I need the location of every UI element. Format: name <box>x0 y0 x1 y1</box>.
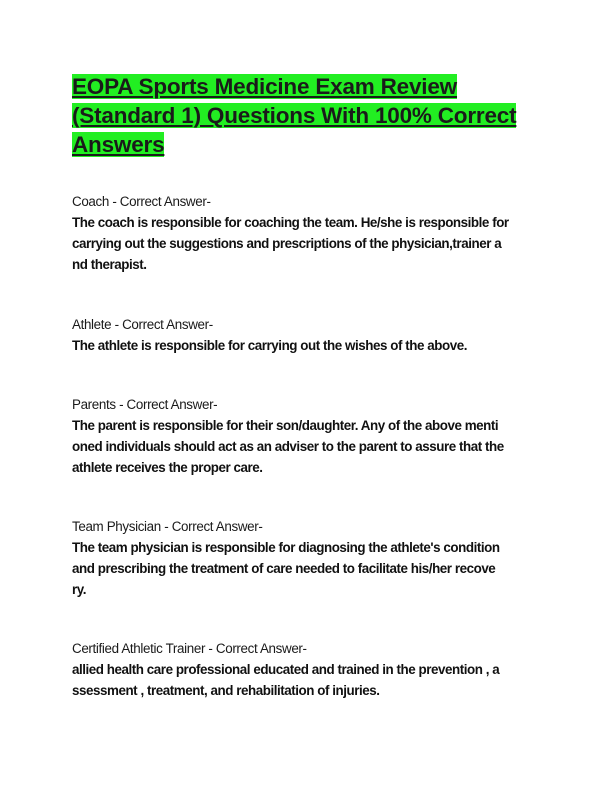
title-line-3: Answers <box>72 132 165 157</box>
entry-team-physician <box>72 516 542 600</box>
entry-definition <box>72 537 542 600</box>
definition-line: The coach is responsible for coaching the team. He/she is responsible for <box>72 215 509 230</box>
entry-term: Coach - Correct Answer- <box>72 194 211 209</box>
definition-line: The team physician is responsible for diagnosing the athlete's condition <box>72 540 500 555</box>
definition-line: The parent is responsible for their son/daughter. Any of the above menti <box>72 418 499 433</box>
entry-parents <box>72 394 542 478</box>
definition-line: ry. <box>72 582 87 597</box>
entry-athlete <box>72 314 542 356</box>
definition-line: allied health care professional educated and trained in the prevention , a <box>72 662 500 677</box>
entry-term: Team Physician - Correct Answer- <box>72 519 263 534</box>
entry-term: Parents - Correct Answer- <box>72 397 218 412</box>
definition-line: carrying out the suggestions and prescriptions of the physician,trainer a <box>72 236 502 251</box>
document-title <box>72 72 542 159</box>
definition-line: nd therapist. <box>72 257 147 272</box>
entry-definition <box>72 659 542 701</box>
title-line-1: EOPA Sports Medicine Exam Review <box>72 74 457 99</box>
definition-line: and prescribing the treatment of care needed to facilitate his/her recove <box>72 561 496 576</box>
entry-coach <box>72 191 542 275</box>
definition-line: oned individuals should act as an adviser to the parent to assure that the <box>72 439 504 454</box>
title-line-2: (Standard 1) Questions With 100% Correct <box>72 103 517 128</box>
entry-definition <box>72 335 542 356</box>
definition-line: athlete receives the proper care. <box>72 460 263 475</box>
definition-line: ssessment , treatment, and rehabilitation of injuries. <box>72 683 380 698</box>
entry-definition <box>72 212 542 275</box>
entry-definition <box>72 415 542 478</box>
definition-line: The athlete is responsible for carrying out the wishes of the above. <box>72 338 468 353</box>
entry-term: Athlete - Correct Answer- <box>72 317 213 332</box>
entry-certified-athletic-trainer <box>72 638 542 701</box>
entry-term: Certified Athletic Trainer - Correct Answer- <box>72 641 307 656</box>
